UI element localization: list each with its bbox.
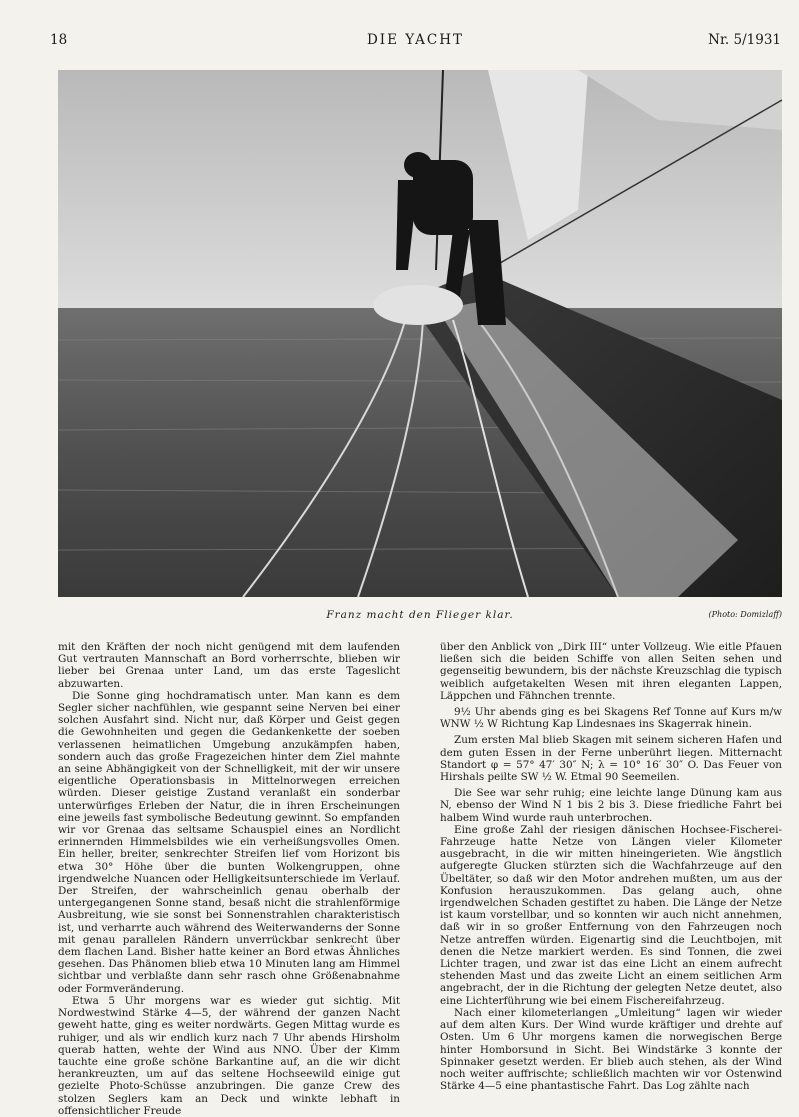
photo-illustration xyxy=(58,70,782,597)
article-column-left xyxy=(58,641,400,1117)
photograph-bowsprit xyxy=(58,70,782,597)
article-column-right xyxy=(440,641,782,1093)
paragraph: Die See war sehr ruhig; eine leichte lange Dünung kam aus N, ebenso der Wind N 1 bis 2 bis 3. Diese friedliche Fahrt bei halbem Wind wurde rauh unterbrochen. xyxy=(440,787,782,824)
page-header xyxy=(50,32,781,50)
issue-number: Nr. 5/1931 xyxy=(708,32,781,48)
paragraph: mit den Kräften der noch nicht genügend mit dem laufenden Gut vertrauten Mannschaft an Bord vorherrschte, blieben wir lieber bei Grenaa unter Land, um das erste Tageslicht abzuwarten. xyxy=(58,641,400,690)
photo-caption xyxy=(58,609,782,623)
magazine-title: DIE YACHT xyxy=(366,32,465,48)
page-number: 18 xyxy=(50,32,68,48)
caption-text: Franz macht den Flieger klar. xyxy=(326,609,514,621)
paragraph: Zum ersten Mal blieb Skagen mit seinem sicheren Hafen und dem guten Essen in der Ferne unberührt liegen. Mitternacht Standort φ = 57° 47′ 30″ N; λ = 10° 16′ 30″ O. Das Feuer von Hirshals peilte SW ½ W. Etmal 90 Seemeilen. xyxy=(440,734,782,784)
paragraph: Etwa 5 Uhr morgens war es wieder gut sichtig. Mit Nordwestwind Stärke 4—5, der während der ganzen Nacht geweht hatte, ging es weiter nordwärts. Gegen Mittag wurde es ruhiger, und als wir endlich kurz nach 7 Uhr abends Hirsholm querab hatten, wehte der Wind aus NNO. Über der Kimm tauchte eine große schöne Barkantine auf, an die wir dicht herankreuzten, um auf das seltene Hochseewild einige gut gezielte Photo-Schüsse anzubringen. Die ganze Crew des stolzen Seglers kam an Deck und winkte lebhaft in offensichtlicher Freude xyxy=(58,994,400,1117)
photo-credit: (Photo: Domizlaff) xyxy=(708,610,782,619)
paragraph: Eine große Zahl der riesigen dänischen Hochsee-Fischerei-Fahrzeuge hatte Netze von Längen vieler Kilometer ausgebracht, in die wir mitten hineingerieten. Wie ängstlich aufgeregte Glucken stürzten sich die Wachfahrzeuge auf den Übeltäter, so daß wir den Motor andrehen mußten, um aus der Konfusion herauszukommen. Das gelang auch, ohne irgendwelchen Schaden gestiftet zu haben. Die Länge der Netze ist kaum vorstellbar, und so konnten wir auch nicht annehmen, daß wir in so großer Entfernung von den Fahrzeugen noch Netze antreffen würden. Eigenartig sind die Leuchtbojen, mit denen die Netze markiert werden. Es sind Tonnen, die zwei Lichter tragen, und zwar ist das eine Licht an einem aufrecht stehenden Mast und das zweite Licht an einem seitlichen Arm angebracht, der in die Richtung der gelegten Netze deutet, also eine Lichterführung wie bei einem Fischereifahrzeug. xyxy=(440,823,782,1007)
paragraph: 9½ Uhr abends ging es bei Skagens Ref Tonne auf Kurs m/w WNW ½ W Richtung Kap Lindesnaes ins Skagerrak hinein. xyxy=(440,706,782,731)
paragraph: über den Anblick von „Dirk III“ unter Vollzeug. Wie eitle Pfauen ließen sich die beiden Schiffe von allen Seiten sehen und gegenseitig bewundern, bis der nächste Kreuzschlag die typisch weiblich aufgetakelten Wesen mit ihren eleganten Lappen, Läppchen und Fähnchen trennte. xyxy=(440,641,782,702)
paragraph: Nach einer kilometerlangen „Umleitung“ lagen wir wieder auf dem alten Kurs. Der Wind wurde kräftiger und drehte auf Osten. Um 6 Uhr morgens kamen die norwegischen Berge hinter Homborsund in Sicht. Bei Windstärke 3 konnte der Spinnaker gesetzt werden. Er blieb auch stehen, als der Wind noch weiter auffrischte; schließlich machten wir vor Ostenwind Stärke 4—5 eine phantastische Fahrt. Das Log zählte nach xyxy=(440,1006,782,1093)
paragraph: Die Sonne ging hochdramatisch unter. Man kann es dem Segler sicher nachfühlen, wie gespannt seine Nerven bei einer solchen Ausfahrt sind. Nicht nur, daß Körper und Geist gegen die Gewohnheiten und gegen die Gedankenkette der soeben verlassenen heimatlichen Umgebung anzukämpfen haben, sondern auch das große Fragezeichen hinter dem Ziel mahnte an seine Abhängigkeit von der Schnelligkeit, mit der wir unsere eigentliche Operationsbasis in Mittelnorwegen erreichen würden. Dieser geistige Zustand veranlaßt ein sonderbar unterwürfiges Erleben der Natur, die in ihren Erscheinungen eine jeweils fast symbolische Bedeutung gewinnt. So empfanden wir vor Grenaa das seltsame Schauspiel eines an Nordlicht erinnernden Himmelsbildes wie ein verheißungsvolles Omen. Ein heller, breiter, senkrechter Streifen lief vom Horizont bis etwa 30° Höhe über die bunten Wolkengruppen, ohne irgendwelche Nuancen oder Helligkeitsunterschiede im Verlauf. Der Streifen, der wahrscheinlich genau oberhalb der untergegangenen Sonne stand, besaß nicht die strahlenförmige Ausbreitung, wie sie sonst bei Sonnenstrahlen charakteristisch ist, und verharrte auch während des Weiterwanderns der Sonne mit genau parallelen Rändern unverrückbar senkrecht über dem flachen Land. Bisher hatte keiner an Bord etwas Ähnliches gesehen. Das Phänomen blieb etwa 10 Minuten lang am Himmel sichtbar und verblaßte dann sehr rasch ohne Größenabnahme oder Formveränderung. xyxy=(58,689,400,995)
